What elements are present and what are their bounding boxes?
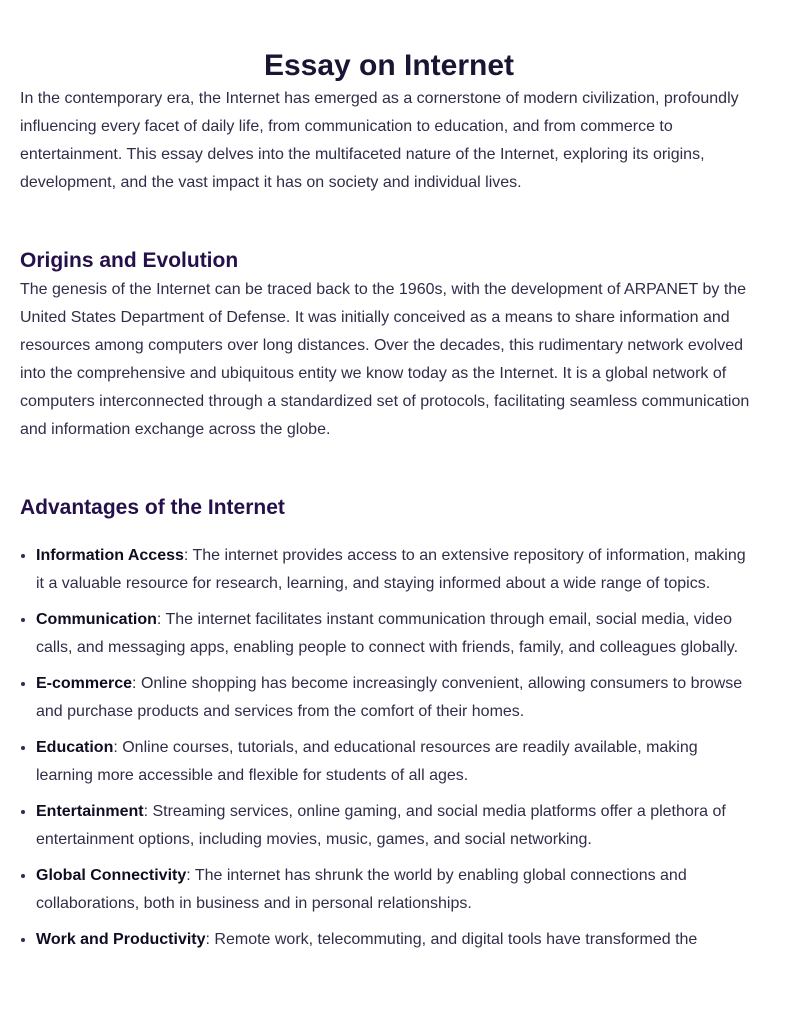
page-title: Essay on Internet (263, 49, 515, 82)
list-item (36, 670, 758, 726)
list-item-term: Global Connectivity (36, 867, 187, 884)
list-item-text: : Online courses, tutorials, and educational resources are readily available, making learning more accessible and flexible for students of all ages. (36, 739, 698, 784)
list-item (36, 862, 758, 918)
list-item-term: Information Access (36, 547, 184, 564)
list-item (36, 798, 758, 854)
list-item-term: Work and Productivity (36, 931, 206, 948)
list-item (36, 734, 758, 790)
list-item (36, 542, 758, 598)
list-item-text: : Online shopping has become increasingly convenient, allowing consumers to browse and purchase products and services from the comfort of their homes. (36, 675, 743, 720)
list-item-text: : Streaming services, online gaming, and social media platforms offer a plethora of entertainment options, including movies, music, games, and social networking. (36, 803, 726, 848)
list-item-text: : The internet has shrunk the world by enabling global connections and collaborations, both in business and in personal relationships. (36, 867, 687, 912)
list-item (36, 606, 758, 662)
list-item-text: : Remote work, telecommuting, and digital tools have transformed the (205, 931, 698, 948)
list-item-term: Communication (36, 611, 157, 628)
list-item-term: Entertainment (36, 803, 144, 820)
list-item-term: Education (36, 739, 114, 756)
advantages-heading: Advantages of the Internet (20, 496, 285, 519)
advantages-list (20, 542, 758, 954)
list-item (36, 926, 758, 954)
intro-paragraph: In the contemporary era, the Internet has emerged as a cornerstone of modern civilization, profoundly influencing every facet of daily life, from communication to education, and from commerce to entertainment. This essay delves into the multifaceted nature of the Internet, exploring its origins, development, and the vast impact it has on society and individual lives. (20, 90, 739, 191)
list-item-text: : The internet provides access to an extensive repository of information, making it a valuable resource for research, learning, and staying informed about a wide range of topics. (36, 547, 746, 592)
origins-heading: Origins and Evolution (20, 249, 239, 272)
list-item-text: : The internet facilitates instant communication through email, social media, video calls, and messaging apps, enabling people to connect with friends, family, and colleagues globally. (36, 611, 739, 656)
origins-paragraph: The genesis of the Internet can be traced back to the 1960s, with the development of ARPANET by the United States Department of Defense. It was initially conceived as a means to share information and resources among computers over long distances. Over the decades, this rudimentary network evolved into the comprehensive and ubiquitous entity we know today as the Internet. It is a global network of computers interconnected through a standardized set of protocols, facilitating seamless communication and information exchange across the globe. (20, 281, 750, 438)
list-item-term: E-commerce (36, 675, 133, 692)
